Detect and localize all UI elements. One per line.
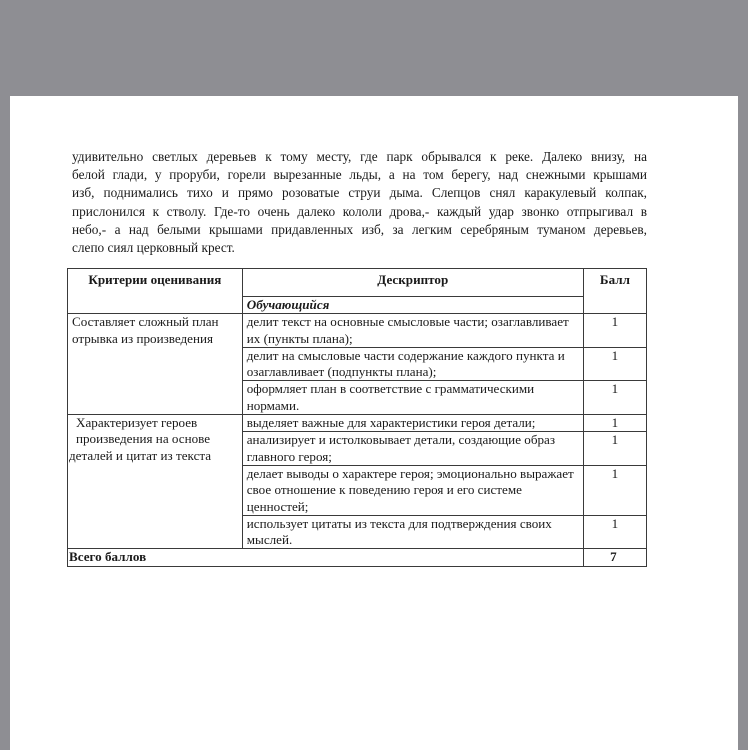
criterion-text: деталей и цитат из текста	[69, 447, 212, 463]
descriptor-cell: делит текст на основные смысловые части; озаглавливает их (пункты плана);	[242, 314, 583, 348]
descriptor-cell: анализирует и истолковывает детали, создающие образ главного героя;	[242, 432, 583, 466]
criterion-text: произведения на основе	[76, 431, 211, 447]
subheader-learner: Обучающийся	[242, 297, 583, 314]
score-cell: 1	[583, 347, 646, 381]
descriptor-cell: делает выводы о характере героя; эмоционально выражает свое отношение к поведению героя и его системе ценностей;	[242, 465, 583, 515]
criterion-text: Составляет сложный план	[72, 314, 219, 330]
descriptor-cell: выделяет важные для характеристики героя детали;	[242, 415, 583, 432]
table-total-row	[68, 549, 647, 567]
total-label: Всего баллов	[68, 549, 584, 567]
descriptor-cell: делит на смысловые части содержание каждого пункта и озаглавливает (подпункты плана);	[242, 347, 583, 381]
passage-line: изб, поднимались тихо и прямо розоватые струи дыма. Слепцов снял каракулевый колпак,	[72, 185, 647, 201]
header-descriptor: Дескриптор	[242, 269, 583, 297]
passage-text	[72, 148, 647, 257]
passage-line: белой глади, у проруби, горели вырезанные льды, а на том берегу, над снежными крышами	[72, 167, 647, 183]
score-cell: 1	[583, 381, 646, 415]
table-row	[68, 415, 647, 432]
passage-line: слепо сиял церковный крест.	[72, 240, 235, 256]
score-cell: 1	[583, 415, 646, 432]
table-header-row	[68, 269, 647, 297]
passage-line: удивительно светлых деревьев к тому месту, где парк обрывался к реке. Далеко внизу, на	[72, 149, 647, 164]
score-cell: 1	[583, 515, 646, 549]
criterion-cell	[68, 314, 243, 415]
descriptor-cell: оформляет план в соответствие с грамматическими нормами.	[242, 381, 583, 415]
assessment-criteria-table	[67, 268, 647, 567]
header-score: Балл	[583, 269, 646, 314]
criterion-text: отрывка из произведения	[72, 330, 214, 346]
passage-line: небо,- а над белыми крышами придавленных изб, за легким серебряным туманом деревьев,	[72, 221, 647, 237]
header-criteria: Критерии оценивания	[68, 269, 243, 314]
criterion-cell	[68, 415, 243, 549]
table-row	[68, 314, 647, 348]
passage-line: прислонился к стволу. Где-то очень далеко кололи дрова,- каждый удар звонко отпрыгивал в	[72, 203, 647, 219]
descriptor-cell: использует цитаты из текста для подтверждения своих мыслей.	[242, 515, 583, 549]
criterion-text: Характеризует героев	[76, 415, 198, 431]
score-cell: 1	[583, 465, 646, 515]
document-page	[10, 96, 738, 750]
score-cell: 1	[583, 314, 646, 348]
score-cell: 1	[583, 432, 646, 466]
total-score: 7	[583, 549, 646, 567]
